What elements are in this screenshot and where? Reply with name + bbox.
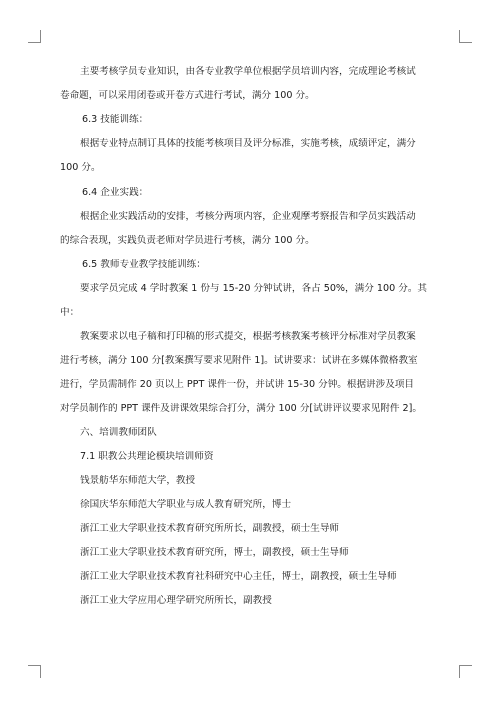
teacher-entry: 钱景舫华东师范大学，教授 <box>80 475 196 486</box>
paragraph-line: 根据企业实践活动的安排，考核分两项内容，企业观摩考察报告和学员实践活动 <box>80 211 416 222</box>
section-heading: 6.3 技能训练： <box>82 114 149 125</box>
paragraph-line: 对学员制作的 PPT 课件及讲课效果综合打分，满分 100 分[试讲评议要求见附件 2]。 <box>60 403 422 414</box>
teacher-entry: 浙江工业大学职业技术教育社科研究中心主任，博士，副教授，硕士生导师 <box>80 571 397 582</box>
document-body <box>60 66 446 607</box>
teacher-entry: 徐国庆华东师范大学职业与成人教育研究所，博士 <box>80 499 292 510</box>
paragraph-line: 中： <box>60 307 80 318</box>
paragraph-line: 根据专业特点制订具体的技能考核项目及评分标准，实施考核，成绩评定，满分 <box>80 138 416 149</box>
chapter-heading: 六、培训教师团队 <box>80 427 157 438</box>
paragraph-line: 教案要求以电子稿和打印稿的形式提交，根据考核教案考核评分标准对学员教案 <box>80 331 416 342</box>
crop-mark-bottom-left <box>28 665 41 678</box>
teacher-entry: 浙江工业大学应用心理学研究所所长，副教授 <box>80 595 272 606</box>
paragraph-line: 100 分。 <box>60 162 101 173</box>
crop-mark-top-left <box>28 30 41 43</box>
section-heading: 6.5 教师专业教学技能训练： <box>82 259 206 270</box>
teacher-entry: 浙江工业大学职业技术教育研究所所长，副教授，硕士生导师 <box>80 523 340 534</box>
crop-mark-top-right <box>459 30 472 43</box>
section-heading: 7.1 职教公共理论模块培训师资 <box>80 451 214 462</box>
teacher-entry: 浙江工业大学职业技术教育研究所，博士，副教授，硕士生导师 <box>80 547 349 558</box>
crop-mark-bottom-right <box>459 665 472 678</box>
section-heading: 6.4 企业实践： <box>82 187 149 198</box>
paragraph-line: 卷命题，可以采用闭卷或开卷方式进行考试，满分 100 分。 <box>60 90 315 101</box>
paragraph-line: 主要考核学员专业知识，由各专业教学单位根据学员培训内容，完成理论考核试 <box>80 66 416 77</box>
paragraph-line: 的综合表现，实践负责老师对学员进行考核，满分 100 分。 <box>60 235 315 246</box>
paragraph-line: 进行，学员需制作 20 页以上 PPT 课件一份，并试讲 15-30 分钟。根据讲涉及项目 <box>60 379 415 390</box>
paragraph-line: 要求学员完成 4 学时教案 1 份与 15-20 分钟试讲，各占 50%，满分 100 分。其 <box>80 283 428 294</box>
paragraph-line: 进行考核，满分 100 分[教案撰写要求见附件 1]。试讲要求：试讲在多媒体微格教室 <box>60 355 418 366</box>
